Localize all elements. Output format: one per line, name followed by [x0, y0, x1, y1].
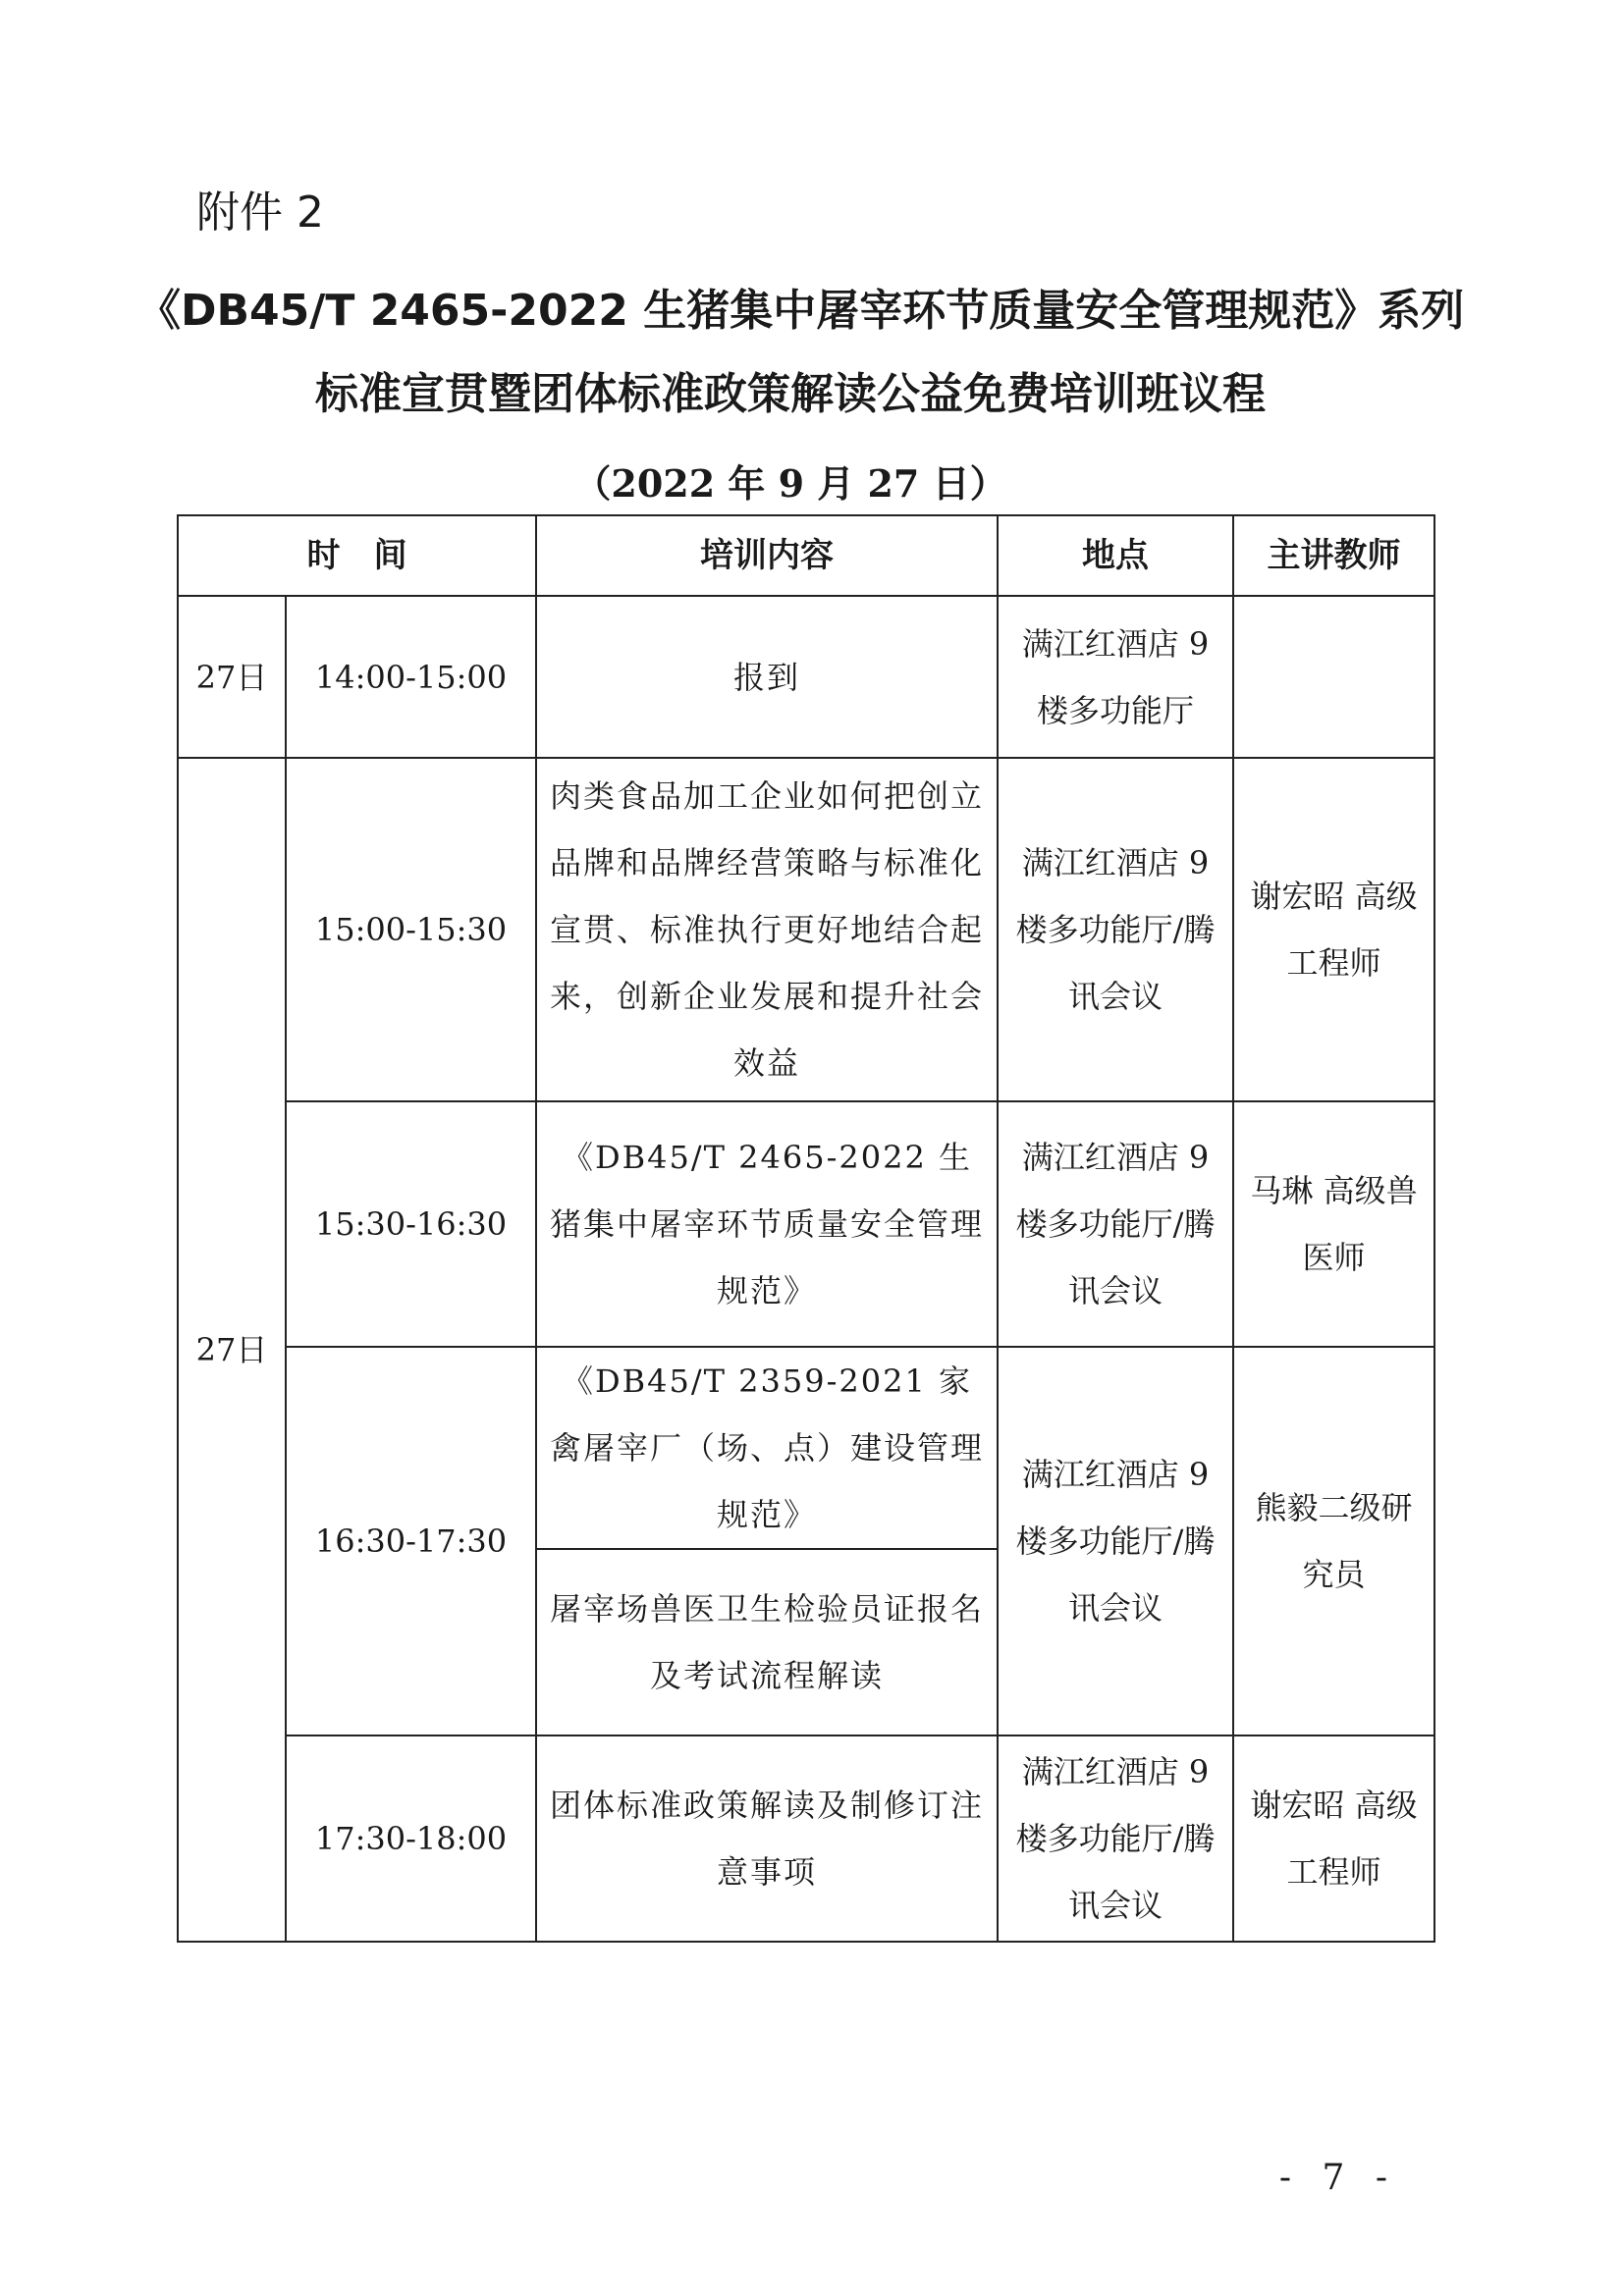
document-title-line1: 《DB45/T 2465-2022 生猪集中屠宰环节质量安全管理规范》系列	[137, 286, 1465, 336]
table-header-row	[178, 515, 1434, 596]
content-cell: 屠宰场兽医卫生检验员证报名及考试流程解读	[536, 1549, 998, 1735]
header-content: 培训内容	[536, 515, 998, 596]
location-cell: 满江红酒店 9 楼多功能厅/腾讯会议	[998, 758, 1233, 1101]
page-number: - 7 -	[1278, 2158, 1397, 2198]
content-cell: 报到	[536, 596, 998, 758]
day-cell: 27日	[178, 758, 286, 1942]
time-cell: 16:30-17:30	[286, 1347, 536, 1735]
time-cell: 14:00-15:00	[286, 596, 536, 758]
speaker-cell: 谢宏昭 高级工程师	[1233, 758, 1434, 1101]
location-cell: 满江红酒店 9 楼多功能厅/腾讯会议	[998, 1101, 1233, 1347]
agenda-table	[177, 514, 1435, 1943]
document-date: （2022 年 9 月 27 日）	[573, 461, 1007, 506]
location-cell: 满江红酒店 9 楼多功能厅	[998, 596, 1233, 758]
speaker-cell: 谢宏昭 高级工程师	[1233, 1735, 1434, 1942]
table-row	[178, 596, 1434, 758]
table-row	[178, 758, 1434, 1101]
table-row	[178, 1735, 1434, 1942]
location-cell: 满江红酒店 9 楼多功能厅/腾讯会议	[998, 1735, 1233, 1942]
document-title-line2: 标准宣贯暨团体标准政策解读公益免费培训班议程	[315, 369, 1266, 419]
table-row	[178, 1347, 1434, 1549]
content-cell: 《DB45/T 2465-2022 生猪集中屠宰环节质量安全管理规范》	[536, 1101, 998, 1347]
speaker-cell	[1233, 596, 1434, 758]
speaker-cell: 熊毅二级研究员	[1233, 1347, 1434, 1735]
content-cell: 肉类食品加工企业如何把创立品牌和品牌经营策略与标准化宣贯、标准执行更好地结合起来，创新企业发展和提升社会效益	[536, 758, 998, 1101]
day-cell: 27日	[178, 596, 286, 758]
header-time: 时 间	[178, 515, 536, 596]
location-cell: 满江红酒店 9 楼多功能厅/腾讯会议	[998, 1347, 1233, 1735]
content-cell: 团体标准政策解读及制修订注意事项	[536, 1735, 998, 1942]
attachment-label: 附件 2	[196, 187, 324, 238]
table-row	[178, 1101, 1434, 1347]
content-cell: 《DB45/T 2359-2021 家禽屠宰厂（场、点）建设管理规范》	[536, 1347, 998, 1549]
time-cell: 15:30-16:30	[286, 1101, 536, 1347]
speaker-cell: 马琳 高级兽医师	[1233, 1101, 1434, 1347]
header-location: 地点	[998, 515, 1233, 596]
time-cell: 15:00-15:30	[286, 758, 536, 1101]
header-speaker: 主讲教师	[1233, 515, 1434, 596]
time-cell: 17:30-18:00	[286, 1735, 536, 1942]
